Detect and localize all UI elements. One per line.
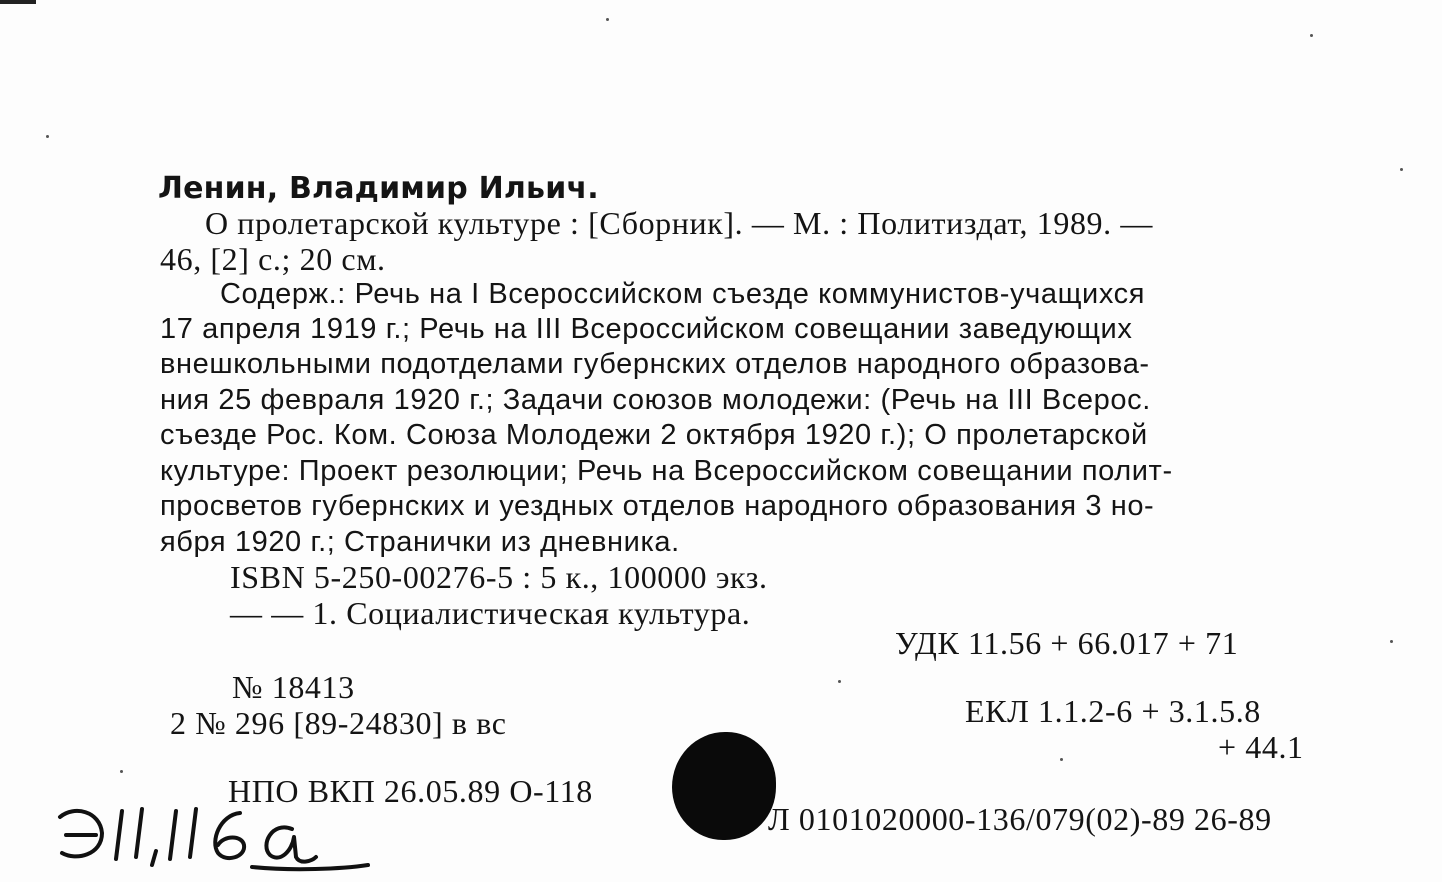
order-line: 2 № 296 [89-24830] в вс bbox=[170, 705, 507, 741]
paper-speck bbox=[838, 680, 841, 683]
udk-line: УДК 11.56 + 66.017 + 71 bbox=[895, 625, 1239, 661]
paper-speck bbox=[1060, 758, 1063, 761]
paper-speck bbox=[1400, 168, 1403, 171]
subject-line: — — 1. Социалистическая культура. bbox=[230, 595, 751, 631]
paper-speck bbox=[1310, 34, 1313, 37]
contents-line: съезде Рос. Ком. Союза Молодежи 2 октября 1920 г.); О пролетарской bbox=[160, 419, 1148, 451]
contents-line: ния 25 февраля 1920 г.; Задачи союзов молодежи: (Речь на III Всерос. bbox=[160, 384, 1151, 416]
contents-line: ября 1920 г.; Странички из дневника. bbox=[160, 526, 680, 558]
contents-line: культуре: Проект резолюции; Речь на Всероссийском совещании полит- bbox=[160, 455, 1173, 487]
author-heading: Ленин, Владимир Ильич. bbox=[158, 171, 599, 206]
handwritten-shelf-mark bbox=[52, 795, 372, 875]
npo-line: НПО ВКП 26.05.89 О-118 bbox=[228, 773, 593, 809]
card-edge-mark bbox=[0, 0, 36, 4]
title-line: О пролетарской культуре : [Сборник]. — М. : Политиздат, 1989. — bbox=[205, 205, 1153, 241]
contents-line: просветов губернских и уездных отделов народного образования 3 но- bbox=[160, 490, 1155, 522]
ekl-line-continued: + 44.1 bbox=[1218, 729, 1304, 765]
paper-speck bbox=[1390, 640, 1393, 643]
contents-line: 17 апреля 1919 г.; Речь на III Всероссийском совещании заведующих bbox=[160, 313, 1133, 345]
ink-blot bbox=[672, 732, 776, 840]
contents-line: внешкольными подотделами губернских отделов народного образова- bbox=[160, 348, 1150, 380]
paper-speck bbox=[120, 770, 123, 773]
card-number: № 18413 bbox=[232, 669, 355, 705]
paper-speck bbox=[46, 135, 49, 138]
contents-line: Содерж.: Речь на I Всероссийском съезде коммунистов-учащихся bbox=[220, 278, 1146, 310]
ekl-line: ЕКЛ 1.1.2-6 + 3.1.5.8 bbox=[965, 693, 1261, 729]
extent-line: 46, [2] с.; 20 см. bbox=[160, 241, 386, 277]
paper-speck bbox=[606, 18, 609, 21]
publication-code: Л 0101020000-136/079(02)-89 26-89 bbox=[768, 801, 1272, 837]
isbn-line: ISBN 5-250-00276-5 : 5 к., 100000 экз. bbox=[230, 559, 768, 595]
